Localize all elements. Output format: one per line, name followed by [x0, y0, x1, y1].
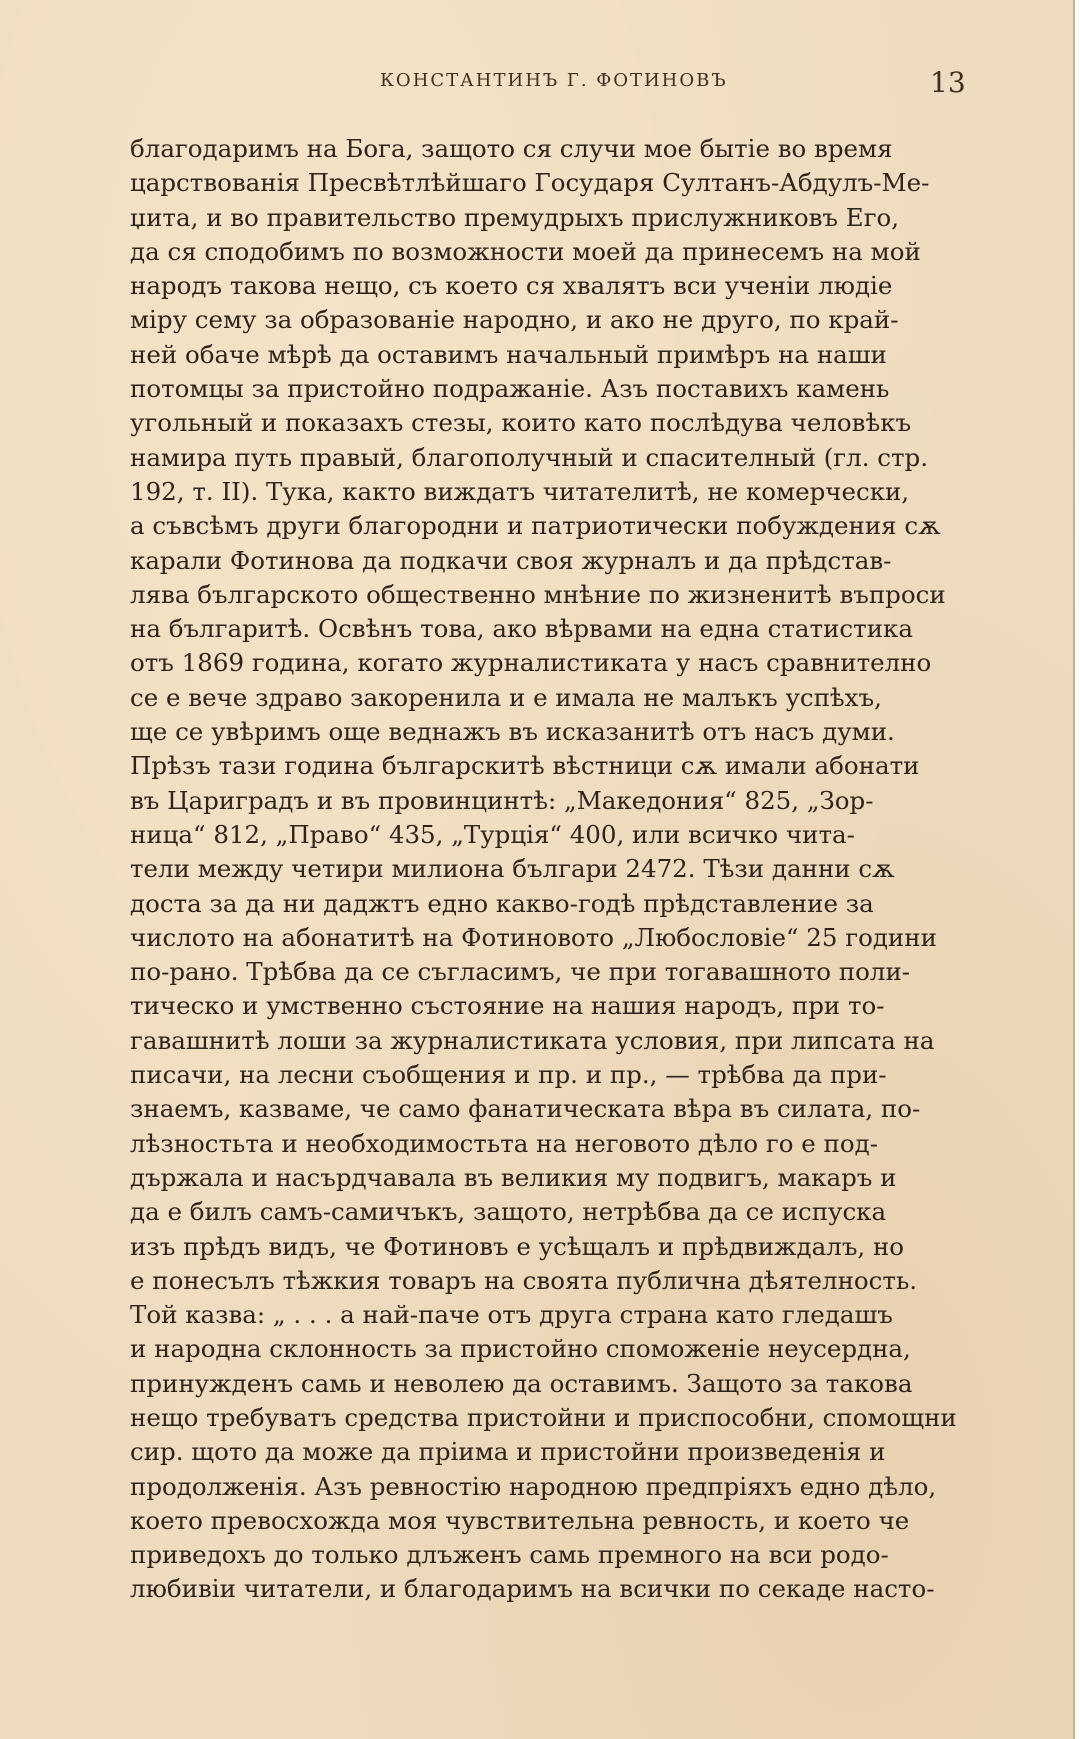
text-line: въ Цариградъ и въ провинцинтѣ: „Македония“ 825, „Зор- — [130, 785, 874, 815]
text-line: потомцы за пристойно подражаніе. Азъ поставихъ камень — [130, 374, 890, 404]
text-line: любивіи читатели, и благодаримъ на всички по секаде насто- — [130, 1574, 935, 1604]
text-line: което превосхожда моя чувствительна ревность, и което че — [130, 1505, 910, 1535]
text-line: се е вече здраво закоренила и е имала не малъкъ успѣхъ, — [130, 682, 882, 712]
text-line: ще се увѣримъ още веднажъ въ исказанитѣ отъ насъ думи. — [130, 717, 895, 747]
text-line: е понесълъ тѣжкия товаръ на своята публична дѣятелность. — [130, 1265, 918, 1295]
text-line: писачи, на лесни съобщения и пр. и пр., — трѣбва да при- — [130, 1060, 887, 1090]
text-line: Той казва: „ . . . а най-паче отъ друга страна като гледашъ — [130, 1300, 893, 1330]
text-line: ница“ 812, „Право“ 435, „Турція“ 400, или всичко чита- — [130, 819, 855, 849]
text-line: гавашнитѣ лоши за журналистиката условия, при липсата на — [130, 1025, 935, 1055]
text-line: доста за да ни даджтъ едно какво-годѣ прѣдставление за — [130, 888, 874, 918]
text-line: міру сему за образованіе народно, и ако не друго, по край- — [130, 305, 899, 335]
text-line: приведохъ до только длъженъ самь премного на вси родо- — [130, 1540, 889, 1570]
text-line: благодаримъ на Бога, защото ся случи мое бытіе во время — [130, 134, 893, 163]
text-line: по-рано. Трѣбва да се съгласимъ, че при тогавашното поли- — [130, 957, 911, 987]
page-header — [0, 66, 1073, 110]
text-line: а съвсѣмъ други благородни и патриотически побуждения сѫ — [130, 511, 941, 541]
text-line: отъ 1869 година, когато журналистиката у насъ сравнително — [130, 648, 932, 678]
text-line: изъ прѣдъ видъ, че Фотиновъ е усѣщалъ и прѣдвиждалъ, но — [130, 1231, 905, 1261]
text-line: на българитѣ. Освѣнъ това, ако вѣрвами на една статистика — [130, 614, 913, 644]
text-line: сир. щото да може да пріима и пристойни произведенія и — [130, 1437, 886, 1467]
text-line: народъ такова нещо, съ което ся хвалятъ вси ученіи людіе — [130, 271, 893, 301]
text-line: угольный и показахъ стезы, които като послѣдува человѣкъ — [130, 408, 912, 438]
text-line: тели между четири милиона българи 2472. Тѣзи данни сѫ — [130, 854, 895, 884]
page-number: 13 — [930, 66, 966, 99]
text-line: царствованія Пресвѣтлѣйшаго Государя Султанъ-Абдулъ-Ме- — [130, 168, 930, 198]
text-line: принужденъ самь и неволею да оставимъ. Защото за такова — [130, 1368, 913, 1398]
text-line: тическо и умственно състояние на нашия народъ, при то- — [130, 991, 885, 1021]
text-line: намира путь правый, благополучный и спасителный (гл. стр. — [130, 442, 929, 472]
text-line: продолженія. Азъ ревностію народною предпріяхъ едно дѣло, — [130, 1471, 937, 1501]
text-line: лява българското общественно мнѣние по жизненитѣ въпроси — [130, 579, 946, 609]
text-line: да е билъ самъ-самичъкъ, защото, нетрѣбва да се испуска — [130, 1197, 887, 1227]
running-head: КОНСТАНТИНЪ Г. ФОТИНОВЪ — [380, 70, 728, 91]
text-line: и народна склонность за пристойно споможеніе неусердна, — [130, 1334, 911, 1364]
text-line: карали Фотинова да подкачи своя журналъ и да прѣдстав- — [130, 545, 892, 575]
text-line: 192, т. II). Тука, както виждатъ читателитѣ, не комерчески, — [130, 476, 910, 506]
body-text — [130, 132, 962, 1607]
text-line: лѣзностьта и необходимостьта на неговото дѣло го е под- — [130, 1128, 878, 1158]
text-line: џита, и во правительство премудрыхъ прислужниковъ Его, — [130, 202, 900, 232]
text-line: да ся сподобимъ по возможности моей да принесемъ на мой — [130, 236, 921, 266]
text-line: нещо требуватъ средства пристойни и приспособни, спомощни — [130, 1402, 957, 1432]
text-line: знаемъ, казваме, че само фанатическата вѣра въ силата, по- — [130, 1094, 921, 1124]
text-line: ней обаче мѣрѣ да оставимъ начальный примѣръ на наши — [130, 339, 887, 369]
text-line: Прѣзъ тази година българскитѣ вѣстници сѫ имали абонати — [130, 751, 920, 781]
text-line: държала и насърдчавала въ великия му подвигъ, макаръ и — [130, 1162, 897, 1192]
text-line: числото на абонатитѣ на Фотиновото „Любословіе“ 25 години — [130, 922, 937, 952]
